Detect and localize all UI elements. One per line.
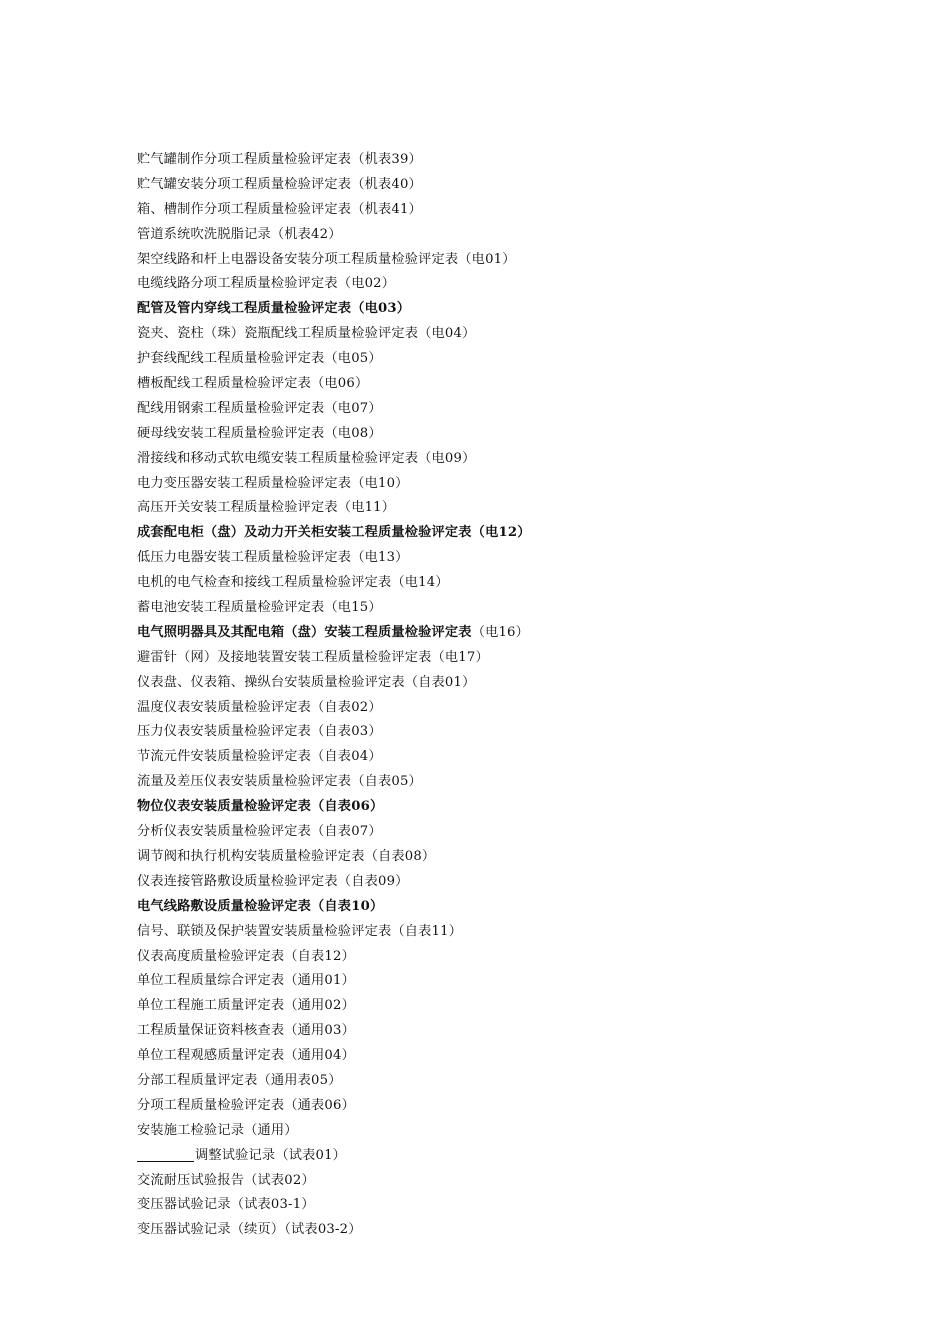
list-item	[137, 571, 531, 596]
list-item-text: 仪表连接管路敷设质量检验评定表（自表09）	[137, 873, 409, 889]
list-item	[137, 845, 531, 870]
list-item-text: 仪表高度质量检验评定表（自表12）	[137, 948, 355, 964]
list-item-text: 槽板配线工程质量检验评定表（电06）	[137, 376, 369, 392]
list-item	[137, 1069, 531, 1094]
list-item-text: 电气线路敷设质量检验评定表（自表10）	[137, 898, 384, 914]
list-item	[137, 347, 531, 372]
list-item-text: 电缆线路分项工程质量检验评定表（电02）	[137, 276, 396, 292]
list-item-text: 调节阀和执行机构安装质量检验评定表（自表08）	[137, 848, 436, 864]
list-item	[137, 496, 531, 521]
list-item-text: 安装施工检验记录（通用）	[137, 1122, 298, 1138]
list-item-text: 分项工程质量检验评定表（通表06）	[137, 1097, 355, 1113]
list-item	[137, 1094, 531, 1119]
list-item	[137, 1169, 531, 1194]
list-item	[137, 397, 531, 422]
list-item	[137, 198, 531, 223]
list-item	[137, 945, 531, 970]
list-item-code: （电16）	[471, 624, 530, 640]
list-item-text: 配线用钢索工程质量检验评定表（电07）	[137, 400, 382, 416]
list-item	[137, 1119, 531, 1144]
list-item-text: 滑接线和移动式软电缆安装工程质量检验评定表（电09）	[137, 450, 476, 466]
list-item	[137, 447, 531, 472]
list-item-text: 流量及差压仪表安装质量检验评定表（自表05）	[137, 774, 422, 790]
list-item-text: 节流元件安装质量检验评定表（自表04）	[137, 749, 382, 765]
list-item	[137, 1193, 531, 1218]
list-item	[137, 745, 531, 770]
list-item	[137, 372, 531, 397]
list-item-text: 工程质量保证资料核查表（通用03）	[137, 1023, 355, 1039]
list-item	[137, 795, 531, 820]
list-item-text: 成套配电柜（盘）及动力开关柜安装工程质量检验评定表（电12）	[137, 525, 531, 541]
list-item	[137, 1144, 531, 1169]
list-item	[137, 297, 531, 322]
list-item-text: 低压力电器安装工程质量检验评定表（电13）	[137, 550, 409, 566]
list-item	[137, 696, 531, 721]
list-item-text: 变压器试验记录（试表03-1）	[137, 1197, 315, 1213]
list-item	[137, 920, 531, 945]
list-item-text: 配管及管内穿线工程质量检验评定表（电03）	[137, 301, 411, 317]
list-item	[137, 770, 531, 795]
list-item	[137, 322, 531, 347]
list-item-text: 分析仪表安装质量检验评定表（自表07）	[137, 824, 382, 840]
list-item-text: 调整试验记录（试表01）	[195, 1147, 347, 1163]
form-index-list	[137, 148, 531, 1243]
list-item-text: 电力变压器安装工程质量检验评定表（电10）	[137, 475, 409, 491]
list-item-text: 管道系统吹洗脱脂记录（机表42）	[137, 226, 342, 242]
list-item-text: 瓷夹、瓷柱（珠）瓷瓶配线工程质量检验评定表（电04）	[137, 326, 476, 342]
list-item-text: 架空线路和杆上电器设备安装分项工程质量检验评定表（电01）	[137, 251, 516, 267]
list-item-text: 蓄电池安装工程质量检验评定表（电15）	[137, 600, 382, 616]
list-item-text: 信号、联锁及保护装置安装质量检验评定表（自表11）	[137, 923, 463, 939]
list-item-text: 分部工程质量评定表（通用表05）	[137, 1072, 342, 1088]
list-item	[137, 969, 531, 994]
list-item	[137, 671, 531, 696]
list-item-text: 变压器试验记录（续页）（试表03-2）	[137, 1222, 362, 1238]
list-item	[137, 546, 531, 571]
list-item-text: 电机的电气检查和接线工程质量检验评定表（电14）	[137, 575, 449, 591]
list-item	[137, 148, 531, 173]
list-item	[137, 173, 531, 198]
list-item	[137, 895, 531, 920]
list-item	[137, 1044, 531, 1069]
list-item-text: 箱、槽制作分项工程质量检验评定表（机表41）	[137, 201, 422, 217]
list-item-text: 交流耐压试验报告（试表02）	[137, 1172, 315, 1188]
list-item-text: 单位工程施工质量评定表（通用02）	[137, 998, 355, 1014]
list-item-text: 电气照明器具及其配电箱（盘）安装工程质量检验评定表	[137, 624, 472, 640]
list-item	[137, 472, 531, 497]
list-item	[137, 994, 531, 1019]
fill-in-blank	[137, 1146, 194, 1162]
list-item-text: 高压开关安装工程质量检验评定表（电11）	[137, 500, 396, 516]
list-item-text: 单位工程质量综合评定表（通用01）	[137, 973, 355, 989]
list-item	[137, 521, 531, 546]
list-item-text: 温度仪表安装质量检验评定表（自表02）	[137, 699, 382, 715]
list-item-text: 单位工程观感质量评定表（通用04）	[137, 1048, 355, 1064]
list-item	[137, 596, 531, 621]
list-item-text: 护套线配线工程质量检验评定表（电05）	[137, 351, 382, 367]
list-item	[137, 1019, 531, 1044]
list-item	[137, 248, 531, 273]
list-item-text: 压力仪表安装质量检验评定表（自表03）	[137, 724, 382, 740]
list-item	[137, 223, 531, 248]
list-item	[137, 422, 531, 447]
list-item-text: 避雷针（网）及接地装置安装工程质量检验评定表（电17）	[137, 649, 489, 665]
list-item	[137, 870, 531, 895]
list-item	[137, 720, 531, 745]
list-item-text: 仪表盘、仪表箱、操纵台安装质量检验评定表（自表01）	[137, 674, 476, 690]
list-item	[137, 820, 531, 845]
list-item-text: 贮气罐安装分项工程质量检验评定表（机表40）	[137, 176, 422, 192]
list-item-text: 硬母线安装工程质量检验评定表（电08）	[137, 425, 382, 441]
list-item-text: 贮气罐制作分项工程质量检验评定表（机表39）	[137, 152, 422, 167]
list-item	[137, 646, 531, 671]
list-item	[137, 272, 531, 297]
list-item	[137, 1218, 531, 1243]
list-item	[137, 621, 531, 646]
list-item-text: 物位仪表安装质量检验评定表（自表06）	[137, 799, 384, 815]
